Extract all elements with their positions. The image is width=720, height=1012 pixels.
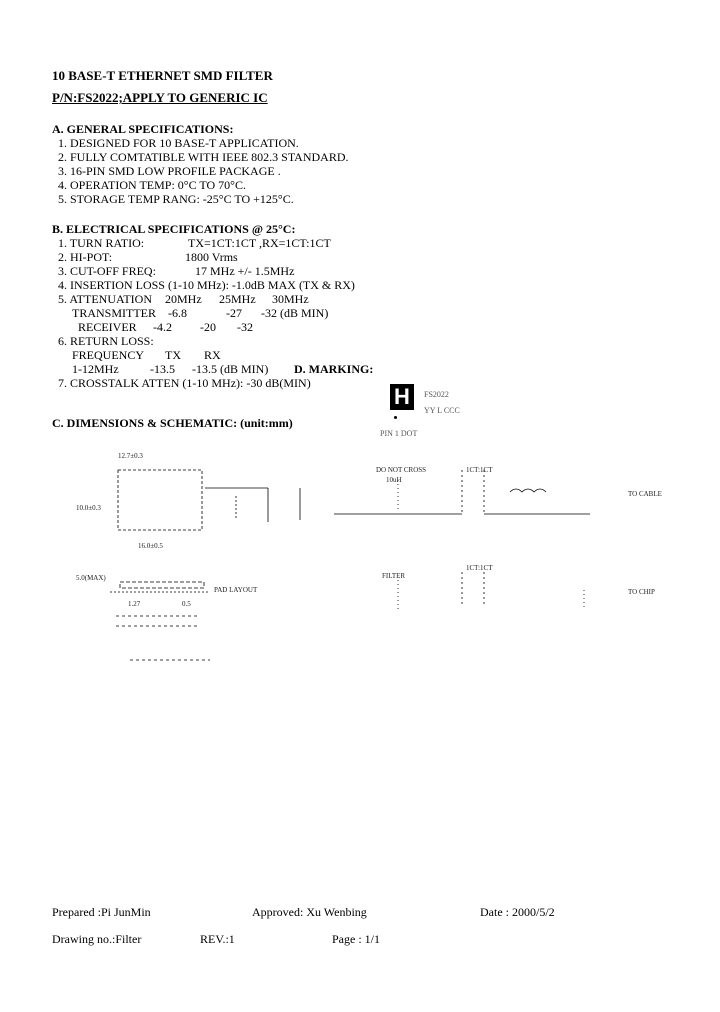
receiver-value: -20 — [200, 320, 216, 334]
dim-left: 10.0±0.3 — [76, 504, 101, 512]
return-loss-value: -13.5 — [150, 362, 175, 376]
return-loss-header: FREQUENCY — [72, 348, 145, 362]
transmitter-value: -32 (dB MIN) — [261, 306, 329, 320]
return-loss-label: 6. RETURN LOSS: — [58, 334, 154, 348]
electrical-specs-heading: B. ELECTRICAL SPECIFICATIONS @ 25°C: — [52, 222, 296, 236]
marking-line-1: FS2022 — [424, 390, 449, 399]
prepared-by: Prepared :Pi JunMin — [52, 905, 151, 919]
drawing-number: Drawing no.:Filter — [52, 932, 142, 946]
schem-rx-ratio: 1CT:1CT — [466, 564, 493, 572]
dim-top: 12.7±0.3 — [118, 452, 143, 460]
document-date: Date : 2000/5/2 — [480, 905, 555, 919]
side-view — [120, 582, 204, 588]
schem-side-rx: TO CHIP — [628, 588, 655, 596]
marking-line-2: YY L CCC — [424, 406, 460, 415]
part-number: P/N:FS2022;APPLY TO GENERIC IC — [52, 90, 268, 105]
approved-by: Approved: Xu Wenbing — [252, 905, 367, 919]
transmitter-value: -27 — [226, 306, 242, 320]
insertion-loss: 4. INSERTION LOSS (1-10 MHz): -1.0dB MAX (TX & RX) — [58, 278, 355, 292]
attenuation-col: 20MHz — [165, 292, 202, 306]
dim-side: 5.0(MAX) — [76, 574, 106, 582]
schem-inductor: 10uH — [386, 476, 402, 484]
attenuation-col: 25MHz — [219, 292, 256, 306]
pin1-label: PIN 1 DOT — [380, 429, 418, 438]
schem-note-top: DO NOT CROSS — [376, 466, 427, 474]
attenuation-label: 5. ATTENUATION — [58, 292, 152, 306]
return-loss-value: 1-12MHz — [72, 362, 119, 376]
return-loss-value: -13.5 (dB MIN) — [192, 362, 269, 376]
pad-layout-label: PAD LAYOUT — [214, 586, 258, 594]
crosstalk: 7. CROSSTALK ATTEN (1-10 MHz): -30 dB(MIN) — [58, 376, 311, 390]
general-spec-item: 5. STORAGE TEMP RANG: -25°C TO +125°C. — [58, 192, 294, 206]
transmitter-value: -6.8 — [168, 306, 187, 320]
brand-logo: H — [390, 384, 414, 410]
package-outline — [118, 470, 202, 530]
hipot-value: 1800 Vrms — [185, 250, 238, 264]
turn-ratio-label: 1. TURN RATIO: — [58, 236, 145, 250]
marking-heading: D. MARKING: — [294, 362, 374, 376]
cutoff-label: 3. CUT-OFF FREQ: — [58, 264, 156, 278]
general-specs-heading: A. GENERAL SPECIFICATIONS: — [52, 122, 234, 136]
dim-pitch: 1.27 — [128, 600, 141, 608]
schem-filter-label: FILTER — [382, 572, 406, 580]
general-spec-item: 3. 16-PIN SMD LOW PROFILE PACKAGE . — [58, 164, 281, 178]
dimensions-heading: C. DIMENSIONS & SCHEMATIC: (unit:mm) — [52, 416, 293, 430]
dim-lead: 0.5 — [182, 600, 191, 608]
dim-bottom: 16.0±0.5 — [138, 542, 163, 550]
page-number: Page : 1/1 — [332, 932, 380, 946]
revision: REV.:1 — [200, 932, 235, 946]
cutoff-value: 17 MHz +/- 1.5MHz — [195, 264, 295, 278]
inductor-symbol — [510, 489, 546, 492]
hipot-label: 2. HI-POT: — [58, 250, 113, 264]
turn-ratio-value: TX=1CT:1CT ,RX=1CT:1CT — [188, 236, 331, 250]
receiver-value: -4.2 — [153, 320, 172, 334]
general-spec-item: 2. FULLY COMTATIBLE WITH IEEE 802.3 STANDARD. — [58, 150, 349, 164]
general-spec-item: 1. DESIGNED FOR 10 BASE-T APPLICATION. — [58, 136, 299, 150]
document-title: 10 BASE-T ETHERNET SMD FILTER — [52, 68, 273, 83]
schem-tx-ratio: 1CT:1CT — [466, 466, 493, 474]
general-spec-item: 4. OPERATION TEMP: 0°C TO 70°C. — [58, 178, 246, 192]
attenuation-col: 30MHz — [272, 292, 309, 306]
receiver-value: -32 — [237, 320, 253, 334]
transmitter-label: TRANSMITTER — [72, 306, 156, 320]
receiver-label: RECEIVER — [78, 320, 137, 334]
schem-side-tx: TO CABLE — [628, 490, 662, 498]
return-loss-header: TX — [165, 348, 181, 362]
return-loss-header: RX — [204, 348, 221, 362]
